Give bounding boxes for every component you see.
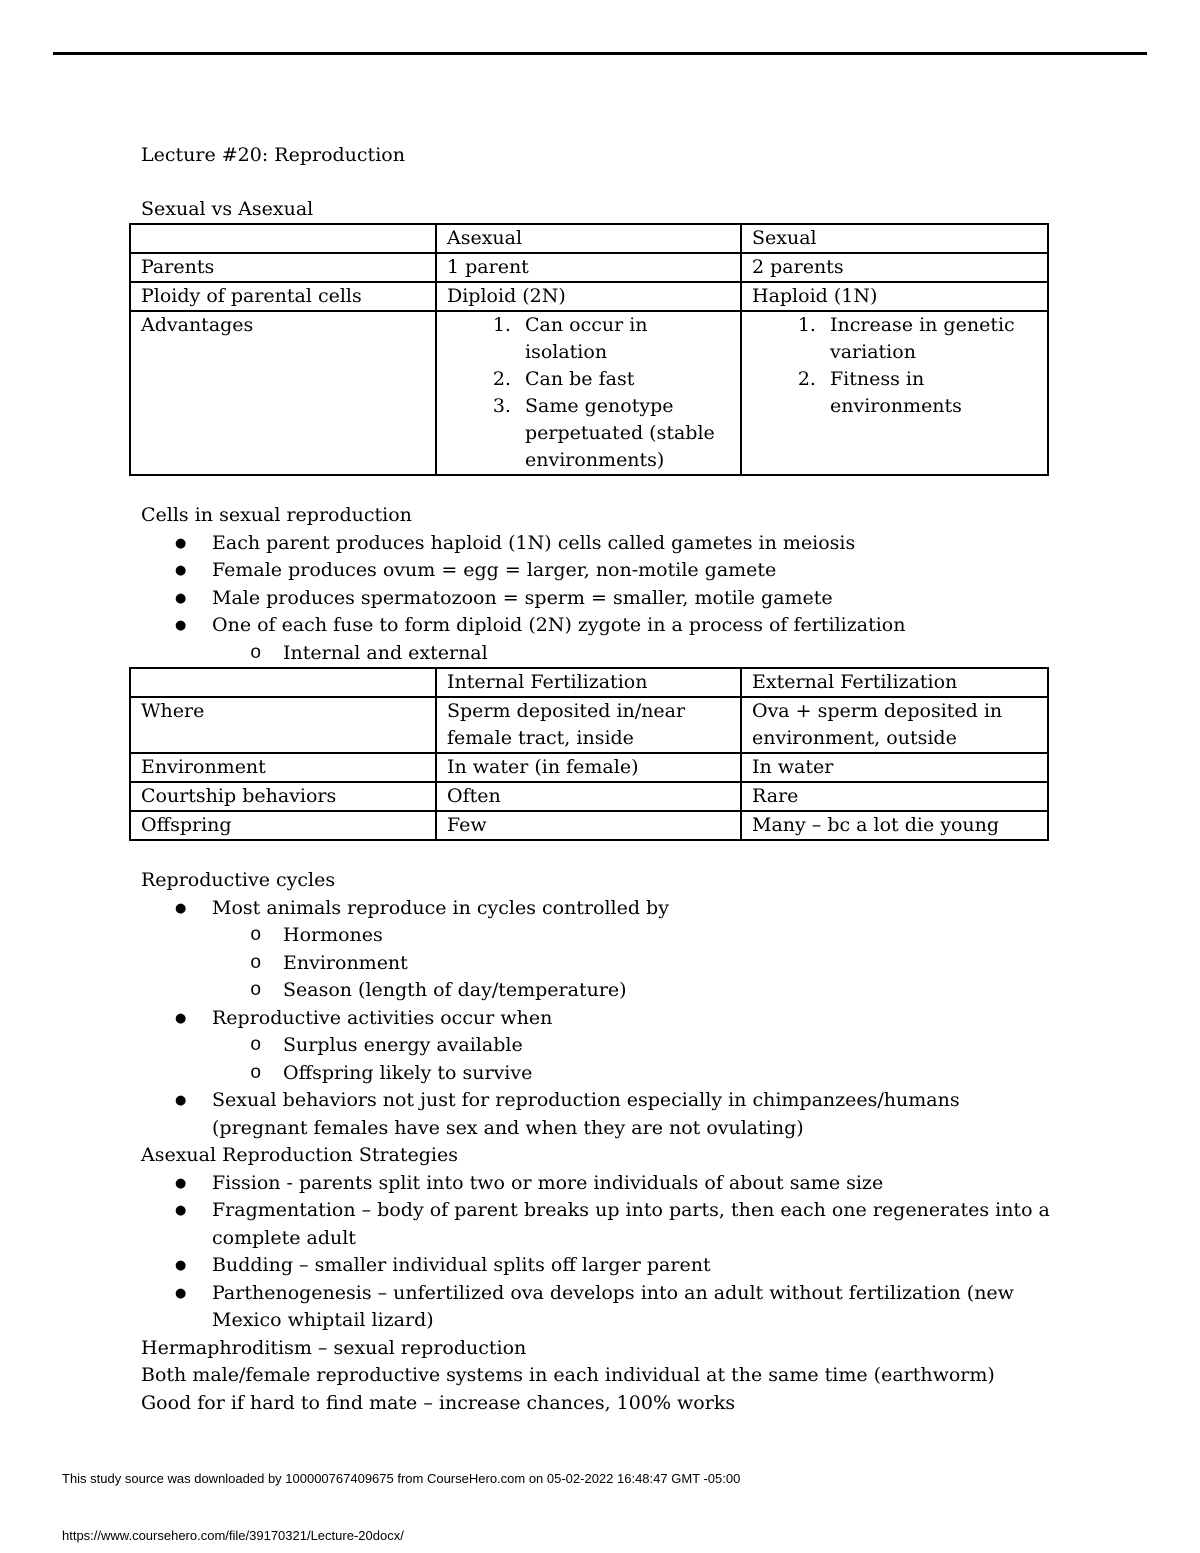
sub-list-item: o Offspring likely to survive [283, 1060, 1061, 1088]
table-header-cell: Sexual [741, 224, 1048, 253]
table-cell: Rare [741, 782, 1048, 811]
sub-list-item: o Season (length of day/temperature) [283, 977, 1061, 1005]
list-item-text: Reproductive activities occur when [212, 1006, 553, 1029]
table-row [130, 253, 1048, 282]
list-item [212, 612, 1061, 667]
table-cell: Environment [130, 753, 436, 782]
asexual-advantages-list [447, 312, 730, 474]
list-item: ● Fission - parents split into two or more individuals of about same size [212, 1170, 1061, 1198]
list-item: ● Budding – smaller individual splits off larger parent [212, 1252, 1061, 1280]
table-cell: In water (in female) [436, 753, 741, 782]
list-item: 1. Can occur in isolation [517, 312, 730, 366]
table-row [130, 282, 1048, 311]
hermaphroditism-heading: Hermaphroditism – sexual reproduction [141, 1336, 527, 1359]
table-row [130, 697, 1048, 753]
body-line: Good for if hard to find mate – increase chances, 100% works [141, 1391, 736, 1414]
table-cell: Few [436, 811, 741, 840]
section-heading-cells: Cells in sexual reproduction [141, 504, 412, 526]
table-row [130, 753, 1048, 782]
sub-list-item: o Internal and external [283, 640, 1061, 668]
list-item [212, 1005, 1061, 1088]
download-note: This study source was downloaded by 100000767409675 from CourseHero.com on 05-02-2022 16:48:47 GMT -05:00 [62, 1471, 741, 1486]
table-cell: In water [741, 753, 1048, 782]
table-cell: Often [436, 782, 741, 811]
table-cell: Where [130, 697, 436, 753]
list-item: 3. Same genotype perpetuated (stable environments) [517, 393, 730, 474]
cells-bullet-list [141, 530, 1061, 668]
sexual-advantages-list [752, 312, 1037, 420]
list-item-text: One of each fuse to form diploid (2N) zygote in a process of fertilization [212, 614, 906, 636]
sub-list [212, 922, 1061, 1005]
list-item: ● Fragmentation – body of parent breaks up into parts, then each one regenerates into a complete adult [212, 1197, 1061, 1252]
table-row [130, 782, 1048, 811]
sub-list-item: o Surplus energy available [283, 1032, 1061, 1060]
list-item [212, 895, 1061, 1005]
table-header-cell: Internal Fertilization [436, 668, 741, 697]
section-heading-asexual-strategies: Asexual Reproduction Strategies [141, 1144, 458, 1166]
cycles-bullet-list [141, 895, 1061, 1143]
table-header-cell [130, 224, 436, 253]
sub-list-item: o Environment [283, 950, 1061, 978]
table-cell: Courtship behaviors [130, 782, 436, 811]
list-item: ● Female produces ovum = egg = larger, non-motile gamete [212, 557, 1061, 585]
section-heading-sexual-vs-asexual: Sexual vs Asexual [141, 197, 314, 220]
table-row [130, 811, 1048, 840]
table-cell [741, 311, 1048, 475]
table-cell: Advantages [130, 311, 436, 475]
table-header-row [130, 224, 1048, 253]
list-item: ● Parthenogenesis – unfertilized ova develops into an adult without fertilization (new Mexico whiptail lizard) [212, 1280, 1061, 1335]
table-cell: Haploid (1N) [741, 282, 1048, 311]
list-item-text: Most animals reproduce in cycles controlled by [212, 896, 669, 919]
list-item: 2. Can be fast [517, 366, 730, 393]
section-heading-cycles: Reproductive cycles [141, 869, 336, 891]
table-row-advantages [130, 311, 1048, 475]
table-header-cell [130, 668, 436, 697]
table-cell: 2 parents [741, 253, 1048, 282]
strategies-bullet-list [141, 1170, 1061, 1335]
table-cell: Diploid (2N) [436, 282, 741, 311]
sub-list [212, 640, 1061, 668]
top-rule [53, 52, 1147, 55]
list-item: 1. Increase in genetic variation [822, 312, 1037, 366]
body-line: Both male/female reproductive systems in each individual at the same time (earthworm) [141, 1364, 995, 1386]
table-cell [436, 311, 741, 475]
table-cell: Many – bc a lot die young [741, 811, 1048, 840]
table-cell: Ova + sperm deposited in environment, outside [741, 697, 1048, 753]
table-header-cell: Asexual [436, 224, 741, 253]
list-item: ● Sexual behaviors not just for reproduction especially in chimpanzees/humans (pregnant females have sex and when they are not ovulating) [212, 1087, 1061, 1142]
document-body [141, 142, 1061, 1417]
list-item: 2. Fitness in environments [822, 366, 1037, 420]
table-cell: Parents [130, 253, 436, 282]
sub-list-item: o Hormones [283, 922, 1061, 950]
list-item: ● Male produces spermatozoon = sperm = smaller, motile gamete [212, 585, 1061, 613]
sexual-asexual-table [129, 223, 1049, 476]
table-cell: Ploidy of parental cells [130, 282, 436, 311]
table-cell: Offspring [130, 811, 436, 840]
list-item: ● Each parent produces haploid (1N) cells called gametes in meiosis [212, 530, 1061, 558]
sub-list [212, 1032, 1061, 1087]
document-title: Lecture #20: Reproduction [141, 144, 405, 166]
source-url[interactable]: https://www.coursehero.com/file/39170321/Lecture-20docx/ [62, 1528, 404, 1543]
table-cell: Sperm deposited in/near female tract, inside [436, 697, 741, 753]
table-header-row [130, 668, 1048, 697]
fertilization-table [129, 667, 1049, 841]
table-cell: 1 parent [436, 253, 741, 282]
table-header-cell: External Fertilization [741, 668, 1048, 697]
